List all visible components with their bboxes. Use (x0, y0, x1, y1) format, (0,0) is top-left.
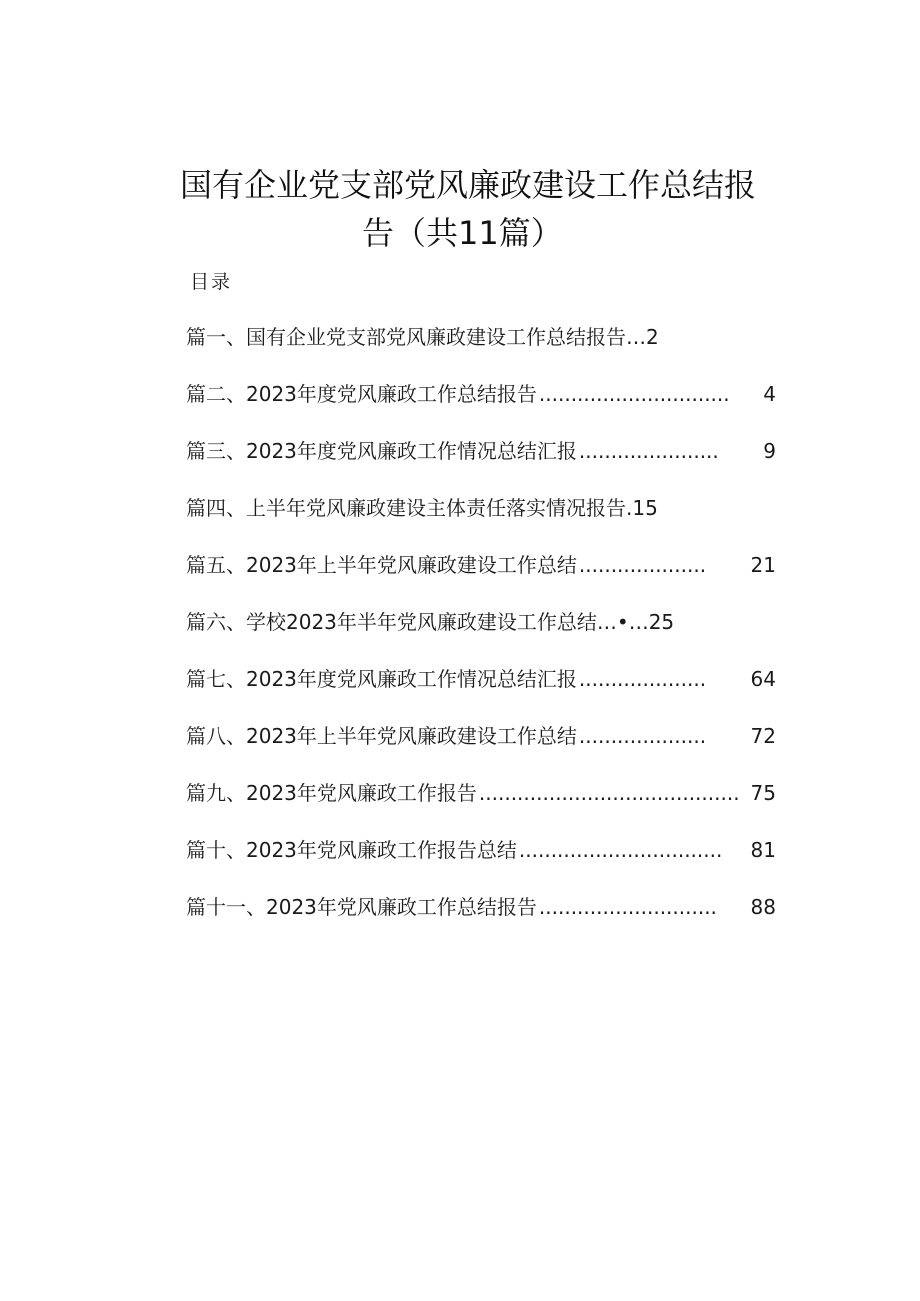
toc-entry-leader: .................... (578, 724, 707, 748)
toc-entry-title: 篇二、2023年度党风廉政工作总结报告 (186, 382, 537, 406)
toc-entry[interactable] (186, 892, 776, 949)
toc-entry-leader: ............................ (538, 895, 717, 919)
document-title-line-2: 告（共11篇） (362, 214, 563, 253)
toc-entry[interactable] (186, 322, 776, 379)
toc-entry-title: 篇十一、2023年党风廉政工作总结报告 (186, 895, 537, 919)
toc-entry-page: 25 (648, 610, 675, 634)
toc-entry[interactable] (186, 835, 776, 892)
toc-entry[interactable] (186, 664, 776, 721)
toc-entry-leader: . (626, 496, 633, 520)
toc-entry-title: 篇三、2023年度党风廉政工作情况总结汇报 (186, 439, 577, 463)
document-title-line-1: 国有企业党支部党风廉政建设工作总结报 (180, 166, 757, 205)
toc-entry-leader: … (626, 325, 646, 349)
toc-entry-page: 9 (763, 439, 776, 463)
toc-entry-title: 篇五、2023年上半年党风廉政建设工作总结 (186, 553, 577, 577)
toc-entry-title: 篇七、2023年度党风廉政工作情况总结汇报 (186, 667, 577, 691)
toc-entry-title: 篇九、2023年党风廉政工作报告 (186, 781, 477, 805)
toc-entry-page: 2 (646, 325, 659, 349)
toc-entry[interactable] (186, 493, 776, 550)
toc-entry-leader: .................... (578, 553, 707, 577)
toc-entry-page: 81 (750, 838, 776, 862)
toc-entry[interactable] (186, 379, 776, 436)
toc-entry-title: 篇四、上半年党风廉政建设主体责任落实情况报告 (186, 496, 626, 520)
toc-entry[interactable] (186, 436, 776, 493)
toc-entry-title: 篇六、学校2023年半年党风廉政建设工作总结 (186, 610, 597, 634)
toc-entry-page: 64 (750, 667, 776, 691)
toc-entry-page: 15 (632, 496, 658, 520)
toc-entry[interactable] (186, 721, 776, 778)
toc-heading: 目录 (190, 271, 233, 293)
document-title (150, 161, 790, 257)
toc-entry[interactable] (186, 778, 776, 835)
toc-entry-page: 4 (763, 382, 776, 406)
toc-entry-title: 篇十、2023年党风廉政工作报告总结 (186, 838, 517, 862)
toc-entry-title: 篇八、2023年上半年党风廉政建设工作总结 (186, 724, 577, 748)
toc-entry-page: 21 (750, 553, 776, 577)
toc-entry-leader: ...................... (578, 439, 719, 463)
toc-entry-page: 72 (750, 724, 776, 748)
toc-entry-page: 75 (750, 781, 776, 805)
toc-entry-leader: ......................................... (478, 781, 740, 805)
toc-entry[interactable] (186, 607, 776, 664)
toc-entry-page: 88 (750, 895, 776, 919)
toc-entry-leader: …•… (596, 610, 649, 634)
table-of-contents (186, 322, 776, 949)
toc-entry-leader: .................... (578, 667, 707, 691)
toc-entry-title: 篇一、国有企业党支部党风廉政建设工作总结报告 (186, 325, 626, 349)
toc-entry-leader: ................................ (518, 838, 723, 862)
toc-entry[interactable] (186, 550, 776, 607)
toc-entry-leader: .............................. (538, 382, 730, 406)
